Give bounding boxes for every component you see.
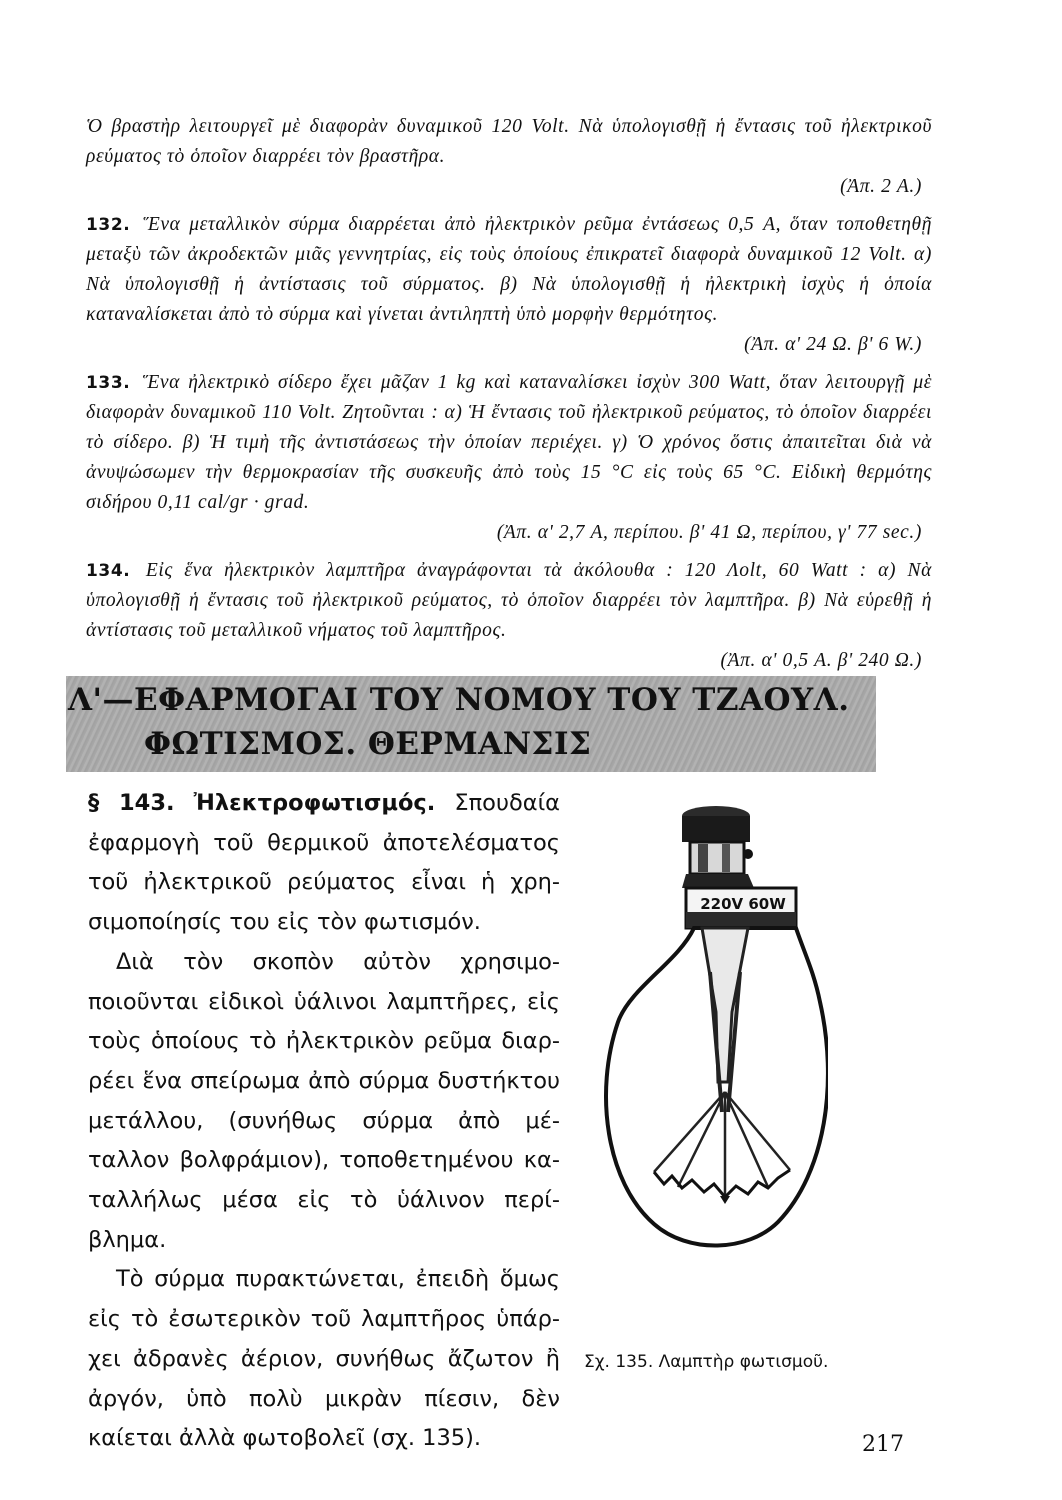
light-bulb-illustration: [598, 792, 828, 1332]
section-title: Ἠλεκτροφωτισμός.: [193, 790, 436, 816]
section-paragraph-3: Τὸ σύρμα πυρακτώνεται, ἐπειδὴ ὅμως εἰς τὸ ἐσωτερικὸν τοῦ λαμπτῆρος ὑπάρχει ἀδρανὲς ἀέριον, συνήθως ἄζωτον ἢ ἀργόν, ὑπὸ πολὺ μικρὰν πίεσιν, δὲν καίεται ἀλλὰ φωτοβολεῖ (σχ. 135).: [88, 1266, 560, 1452]
page-number: 217: [862, 1432, 904, 1457]
exercise-answer: (Ἀπ. α' 0,5 A. β' 240 Ω.): [720, 650, 922, 671]
section-number: § 143.: [88, 790, 175, 816]
exercise-list: [86, 112, 932, 684]
exercise-131-tail: [86, 112, 932, 202]
section-paragraph-2: Διὰ τὸν σκοπὸν αὐτὸν χρησιμοποιοῦνται εἰδικοὶ ὑάλινοι λαμπτῆρες, εἰς τοὺς ὁποίους τὸ ἠλεκτρικὸν ρεῦμα διαρρέει ἕνα σπείρωμα ἀπὸ σύρμα δυστήκτου μετάλλου, (συνήθως σύρμα ἀπὸ μέταλλον βολφράμιον), τοποθετημένου καταλλήλως μέσα εἰς τὸ ὑάλινον περίβλημα.: [88, 948, 560, 1253]
exercise-text: Ἕνα ἠλεκτρικὸ σίδερο ἔχει μᾶζαν 1 kg καὶ καταναλίσκει ἰσχὺν 300 Watt, ὅταν λειτουργῇ μὲ διαφορὰν δυναμικοῦ 110 Volt. Ζητοῦνται : α) Ἡ ἔντασις τοῦ ἠλεκτρικοῦ ρεύματος, τὸ ὁποῖον διαρρέει τὸ σίδερο. β) Ἡ τιμὴ τῆς ἀντιστάσεως τὴν ὁποίαν περιέχει. γ) Ὁ χρόνος ὅστις ἀπαιτεῖται διὰ νὰ ἀνυψώσωμεν τὴν θερμοκρασίαν τῆς συσκευῆς ἀπὸ τοὺς 15 °C εἰς τοὺς 65 °C. Εἰδικὴ θερμότης σιδήρου 0,11 cal/gr · grad.: [86, 372, 932, 513]
exercise-number: 132.: [86, 215, 131, 235]
chapter-heading-banner: [66, 676, 876, 772]
light-bulb-figure: [598, 792, 828, 1332]
exercise-number: 133.: [86, 373, 131, 393]
bulb-rating-label: 220V 60W: [700, 895, 786, 913]
chapter-heading-line-2: ΦΩΤΙΣΜΟΣ. ΘΕΡΜΑΝΣΙΣ: [144, 726, 592, 762]
exercise-133: [86, 368, 932, 548]
section-143-body: [88, 784, 560, 1459]
section-paragraph-1: [88, 784, 560, 943]
exercise-text: Ὁ βραστὴρ λειτουργεῖ μὲ διαφορὰν δυναμικοῦ 120 Volt. Νὰ ὑπολογισθῇ ἡ ἔντασις τοῦ ἠλεκτρικοῦ ρεύματος τὸ ὁποῖον διαρρέει τὸν βραστῆρα.: [86, 116, 932, 167]
exercise-134: [86, 556, 932, 676]
figure-caption: Σχ. 135. Λαμπτὴρ φωτισμοῦ.: [584, 1352, 829, 1372]
exercise-answer: (Ἀπ. α' 24 Ω. β' 6 W.): [744, 334, 922, 355]
paragraph-text: Σπουδαία ἐφαρμογὴ τοῦ θερμικοῦ ἀποτελέσματος τοῦ ἠλεκτρικοῦ ρεύματος εἶναι ἡ χρησιμοποίησίς του εἰς τὸν φωτισμόν.: [88, 790, 561, 936]
exercise-132: [86, 210, 932, 360]
exercise-text: Εἰς ἕνα ἠλεκτρικὸν λαμπτῆρα ἀναγράφονται τὰ ἀκόλουθα : 120 Λolt, 60 Watt : α) Νὰ ὑπολογισθῇ ἡ ἔντασις τοῦ ἠλεκτρικοῦ ρεύματος, τὸ ὁποῖον διαρρέει τὸν λαμπτῆρα. β) Νὰ εὑρεθῇ ἡ ἀντίστασις τοῦ μεταλλικοῦ νήματος τοῦ λαμπτῆρος.: [86, 560, 932, 641]
chapter-heading-line-1: Λ'—ΕΦΑΡΜΟΓΑΙ ΤΟΥ ΝΟΜΟΥ ΤΟΥ ΤΖΑΟΥΛ.: [68, 682, 850, 718]
exercise-answer: (Ἀπ. α' 2,7 A, περίπου. β' 41 Ω, περίπου, γ' 77 sec.): [496, 522, 922, 543]
exercise-answer: (Ἀπ. 2 A.): [840, 176, 922, 197]
exercise-text: Ἕνα μεταλλικὸν σύρμα διαρρέεται ἀπὸ ἠλεκτρικὸν ρεῦμα ἐντάσεως 0,5 A, ὅταν τοποθετηθῇ μεταξὺ τῶν ἀκροδεκτῶν μιᾶς γεννητρίας, εἰς τοὺς ὁποίους ἐπικρατεῖ διαφορὰ δυναμικοῦ 12 Volt. α) Νὰ ὑπολογισθῇ ἡ ἀντίστασις τοῦ σύρματος. β) Νὰ ὑπολογισθῇ ἡ ἠλεκτρικὴ ἰσχὺς ἡ ὁποία καταναλίσκεται ἀπὸ τὸ σύρμα καὶ γίνεται ἀντιληπτὴ ὑπὸ μορφὴν θερμότητος.: [86, 214, 932, 325]
exercise-number: 134.: [86, 561, 131, 581]
